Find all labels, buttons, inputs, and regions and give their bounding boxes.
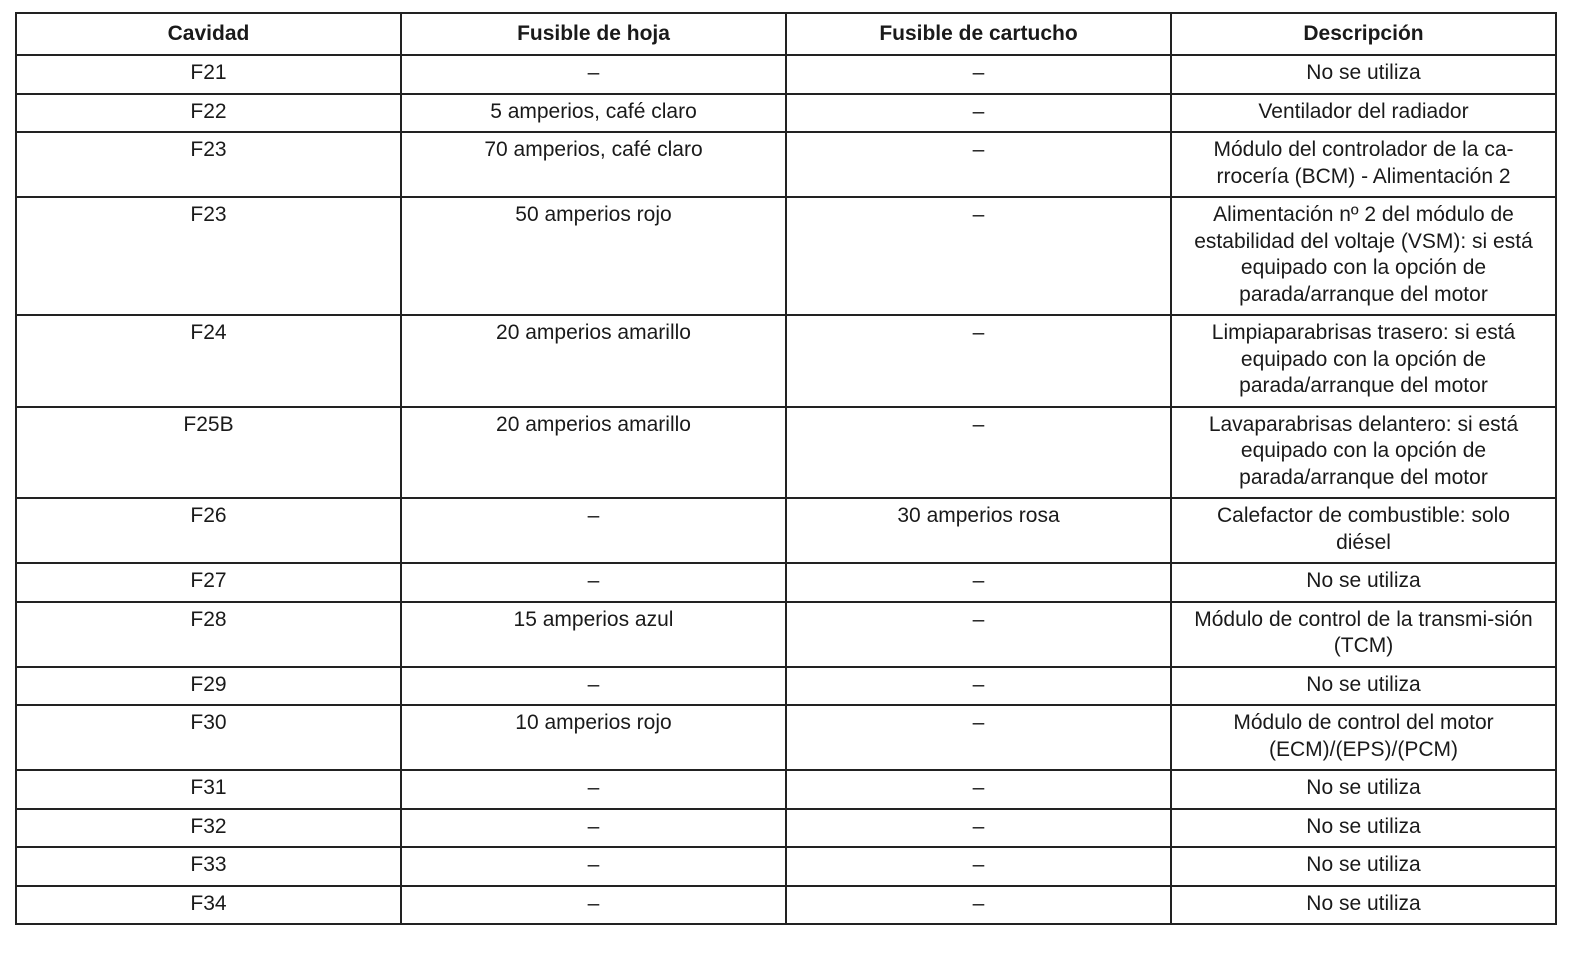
cavity-cell: F30 bbox=[16, 705, 401, 770]
blade-fuse-cell: 10 amperios rojo bbox=[401, 705, 786, 770]
cartridge-fuse-cell: – bbox=[786, 602, 1171, 667]
table-row bbox=[16, 667, 1556, 706]
cavity-cell: F22 bbox=[16, 94, 401, 133]
cavity-cell: F23 bbox=[16, 197, 401, 315]
description-cell: No se utiliza bbox=[1171, 847, 1556, 886]
description-cell: No se utiliza bbox=[1171, 770, 1556, 809]
table-row bbox=[16, 886, 1556, 925]
description-cell: No se utiliza bbox=[1171, 809, 1556, 848]
cavity-cell: F27 bbox=[16, 563, 401, 602]
blade-fuse-cell: – bbox=[401, 847, 786, 886]
cavity-cell: F29 bbox=[16, 667, 401, 706]
blade-fuse-cell: – bbox=[401, 498, 786, 563]
description-cell: Ventilador del radiador bbox=[1171, 94, 1556, 133]
table-row bbox=[16, 809, 1556, 848]
blade-fuse-cell: – bbox=[401, 809, 786, 848]
cavity-cell: F21 bbox=[16, 55, 401, 94]
cartridge-fuse-cell: – bbox=[786, 55, 1171, 94]
cartridge-fuse-cell: – bbox=[786, 847, 1171, 886]
description-cell: No se utiliza bbox=[1171, 563, 1556, 602]
header-description: Descripción bbox=[1171, 13, 1556, 55]
cartridge-fuse-cell: – bbox=[786, 705, 1171, 770]
blade-fuse-cell: – bbox=[401, 770, 786, 809]
blade-fuse-cell: 15 amperios azul bbox=[401, 602, 786, 667]
cavity-cell: F25B bbox=[16, 407, 401, 499]
table-header bbox=[16, 13, 1556, 55]
cartridge-fuse-cell: – bbox=[786, 563, 1171, 602]
blade-fuse-cell: 20 amperios amarillo bbox=[401, 407, 786, 499]
cavity-cell: F28 bbox=[16, 602, 401, 667]
table-row bbox=[16, 770, 1556, 809]
blade-fuse-cell: – bbox=[401, 886, 786, 925]
description-cell: No se utiliza bbox=[1171, 667, 1556, 706]
fuse-table bbox=[15, 12, 1557, 925]
description-cell: No se utiliza bbox=[1171, 55, 1556, 94]
cartridge-fuse-cell: – bbox=[786, 315, 1171, 407]
cartridge-fuse-cell: – bbox=[786, 197, 1171, 315]
description-cell: Lavaparabrisas delantero: si está equipado con la opción de parada/arranque del motor bbox=[1171, 407, 1556, 499]
cartridge-fuse-cell: – bbox=[786, 94, 1171, 133]
table-row bbox=[16, 498, 1556, 563]
blade-fuse-cell: – bbox=[401, 563, 786, 602]
cartridge-fuse-cell: – bbox=[786, 770, 1171, 809]
description-cell: Módulo de control de la transmi-sión (TCM) bbox=[1171, 602, 1556, 667]
cavity-cell: F26 bbox=[16, 498, 401, 563]
description-cell: No se utiliza bbox=[1171, 886, 1556, 925]
cavity-cell: F32 bbox=[16, 809, 401, 848]
cavity-cell: F24 bbox=[16, 315, 401, 407]
blade-fuse-cell: 20 amperios amarillo bbox=[401, 315, 786, 407]
table-row bbox=[16, 315, 1556, 407]
table-row bbox=[16, 563, 1556, 602]
cavity-cell: F33 bbox=[16, 847, 401, 886]
header-cartridge-fuse: Fusible de cartucho bbox=[786, 13, 1171, 55]
table-row bbox=[16, 847, 1556, 886]
table-body bbox=[16, 55, 1556, 924]
description-cell: Módulo de control del motor (ECM)/(EPS)/(PCM) bbox=[1171, 705, 1556, 770]
cartridge-fuse-cell: – bbox=[786, 809, 1171, 848]
description-cell: Alimentación nº 2 del módulo de estabilidad del voltaje (VSM): si está equipado con la opción de parada/arranque del motor bbox=[1171, 197, 1556, 315]
table-row bbox=[16, 705, 1556, 770]
cartridge-fuse-cell: – bbox=[786, 407, 1171, 499]
table-row bbox=[16, 407, 1556, 499]
blade-fuse-cell: – bbox=[401, 55, 786, 94]
cavity-cell: F34 bbox=[16, 886, 401, 925]
cartridge-fuse-cell: – bbox=[786, 667, 1171, 706]
cavity-cell: F23 bbox=[16, 132, 401, 197]
table-row bbox=[16, 602, 1556, 667]
header-blade-fuse: Fusible de hoja bbox=[401, 13, 786, 55]
cartridge-fuse-cell: 30 amperios rosa bbox=[786, 498, 1171, 563]
blade-fuse-cell: – bbox=[401, 667, 786, 706]
table-row bbox=[16, 197, 1556, 315]
header-row bbox=[16, 13, 1556, 55]
blade-fuse-cell: 50 amperios rojo bbox=[401, 197, 786, 315]
cavity-cell: F31 bbox=[16, 770, 401, 809]
table-row bbox=[16, 132, 1556, 197]
header-cavity: Cavidad bbox=[16, 13, 401, 55]
cartridge-fuse-cell: – bbox=[786, 132, 1171, 197]
table-row bbox=[16, 94, 1556, 133]
description-cell: Módulo del controlador de la ca-rrocería (BCM) - Alimentación 2 bbox=[1171, 132, 1556, 197]
blade-fuse-cell: 70 amperios, café claro bbox=[401, 132, 786, 197]
description-cell: Limpiaparabrisas trasero: si está equipado con la opción de parada/arranque del motor bbox=[1171, 315, 1556, 407]
blade-fuse-cell: 5 amperios, café claro bbox=[401, 94, 786, 133]
description-cell: Calefactor de combustible: solo diésel bbox=[1171, 498, 1556, 563]
table-row bbox=[16, 55, 1556, 94]
cartridge-fuse-cell: – bbox=[786, 886, 1171, 925]
